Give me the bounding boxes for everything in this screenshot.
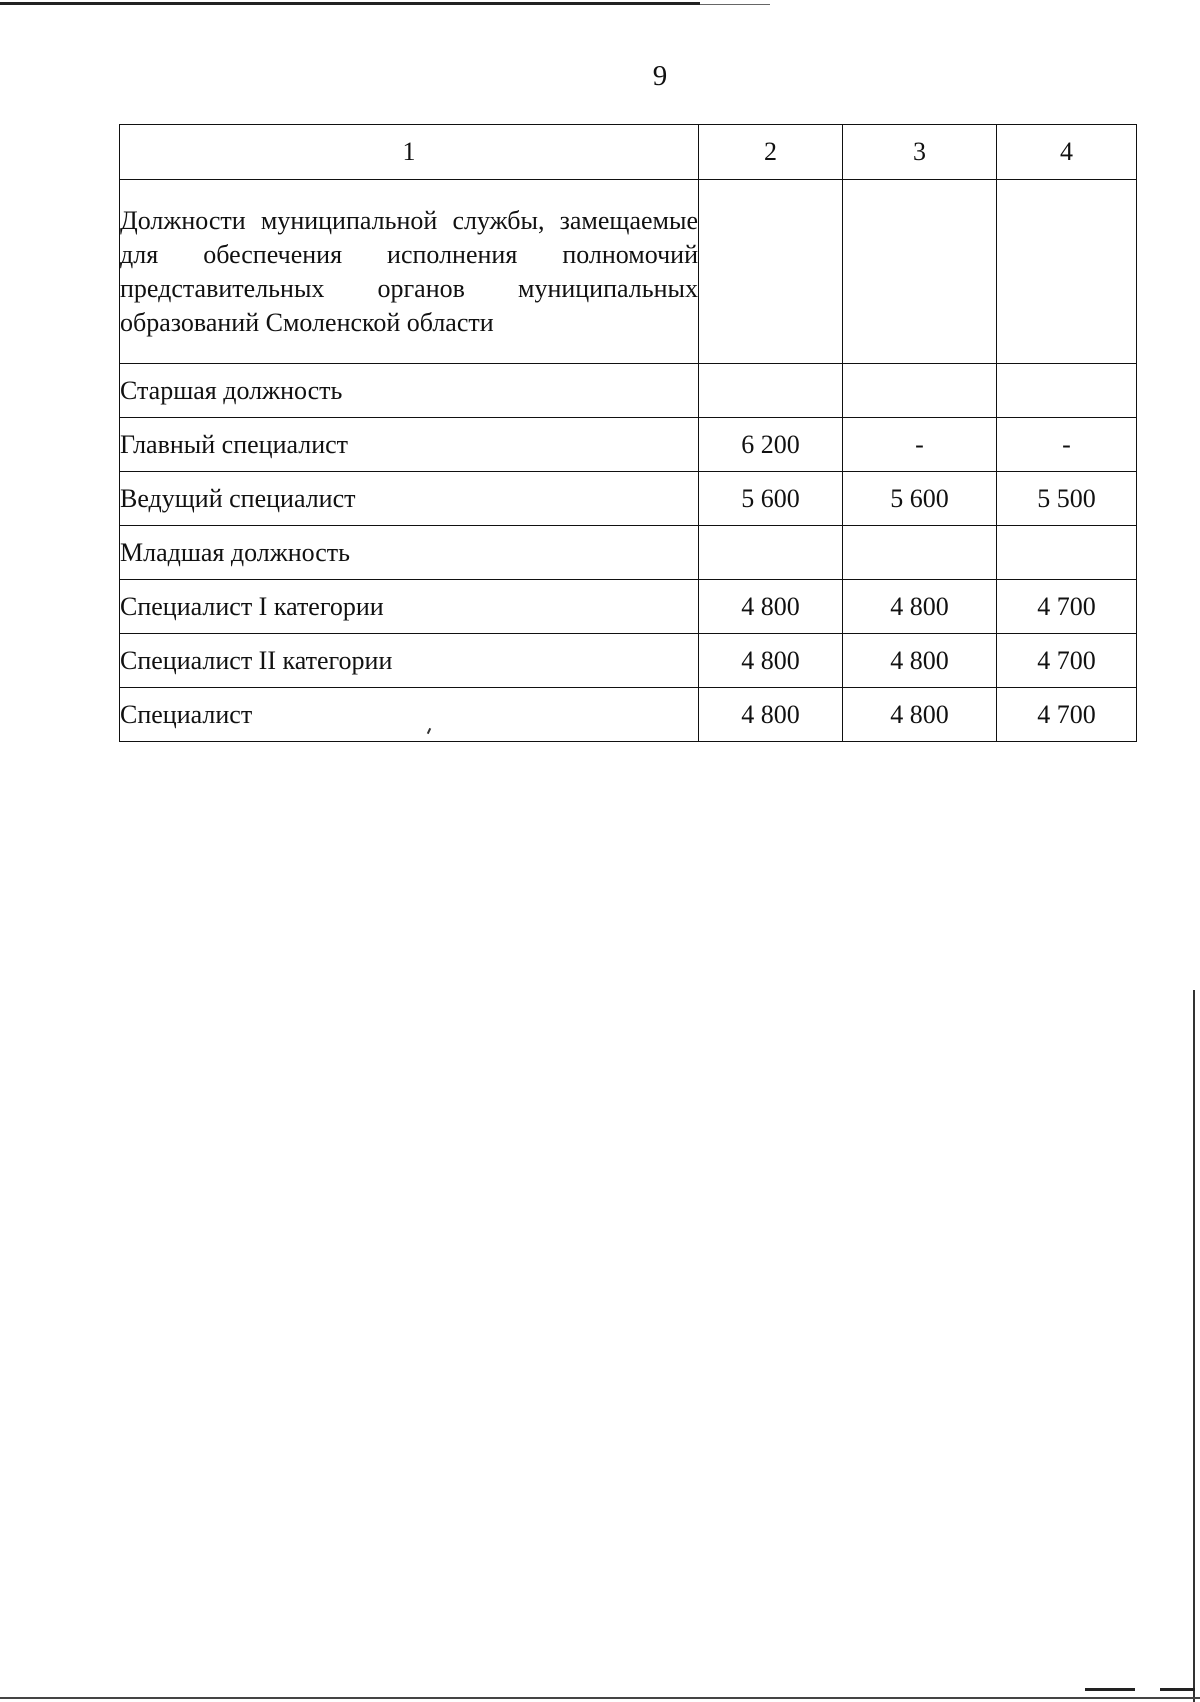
row-value-col4 — [997, 526, 1137, 580]
row-value-col2: 5 600 — [699, 472, 843, 526]
scan-mark-bottom-1 — [1085, 1688, 1135, 1691]
row-value-col3: 4 800 — [843, 688, 997, 742]
row-value-col3: 5 600 — [843, 472, 997, 526]
table-row-group-title — [120, 180, 1137, 364]
row-label: Должности муниципальной службы, замещаемые для обеспечения исполнения полномочий представительных органов муниципальных образований Смоленской области — [120, 180, 699, 364]
table-row — [120, 688, 1137, 742]
row-value-col4: 5 500 — [997, 472, 1137, 526]
row-label: Специалист — [120, 688, 699, 742]
table-row — [120, 418, 1137, 472]
row-value-col4: - — [997, 418, 1137, 472]
row-value-col2: 4 800 — [699, 580, 843, 634]
scan-border-right — [1193, 990, 1195, 1702]
row-value-col2: 4 800 — [699, 634, 843, 688]
row-value-col3: 4 800 — [843, 580, 997, 634]
row-value-col4 — [997, 364, 1137, 418]
table-row — [120, 580, 1137, 634]
table-row — [120, 472, 1137, 526]
table-row — [120, 634, 1137, 688]
row-label: Младшая должность — [120, 526, 699, 580]
header-cell-1: 1 — [120, 125, 699, 180]
row-value-col3 — [843, 180, 997, 364]
header-cell-3: 3 — [843, 125, 997, 180]
table-header-row — [120, 125, 1137, 180]
row-label: Ведущий специалист — [120, 472, 699, 526]
scan-border-top — [0, 2, 700, 5]
page-number: 9 — [652, 60, 668, 92]
salary-table — [119, 124, 1137, 742]
row-value-col2 — [699, 526, 843, 580]
scan-mark-bottom-2 — [1160, 1688, 1195, 1691]
row-value-col3: - — [843, 418, 997, 472]
header-cell-2: 2 — [699, 125, 843, 180]
row-value-col2 — [699, 364, 843, 418]
row-value-col2 — [699, 180, 843, 364]
row-value-col4 — [997, 180, 1137, 364]
table-row — [120, 364, 1137, 418]
row-label: Специалист I категории — [120, 580, 699, 634]
scan-border-top-thin — [700, 4, 770, 5]
row-value-col4: 4 700 — [997, 688, 1137, 742]
row-label: Главный специалист — [120, 418, 699, 472]
table-row — [120, 526, 1137, 580]
header-cell-4: 4 — [997, 125, 1137, 180]
row-value-col4: 4 700 — [997, 634, 1137, 688]
row-label: Старшая должность — [120, 364, 699, 418]
row-value-col2: 4 800 — [699, 688, 843, 742]
row-value-col3: 4 800 — [843, 634, 997, 688]
row-value-col4: 4 700 — [997, 580, 1137, 634]
row-value-col2: 6 200 — [699, 418, 843, 472]
row-label: Специалист II категории — [120, 634, 699, 688]
row-value-col3 — [843, 526, 997, 580]
scan-border-bottom — [0, 1697, 1200, 1699]
row-value-col3 — [843, 364, 997, 418]
